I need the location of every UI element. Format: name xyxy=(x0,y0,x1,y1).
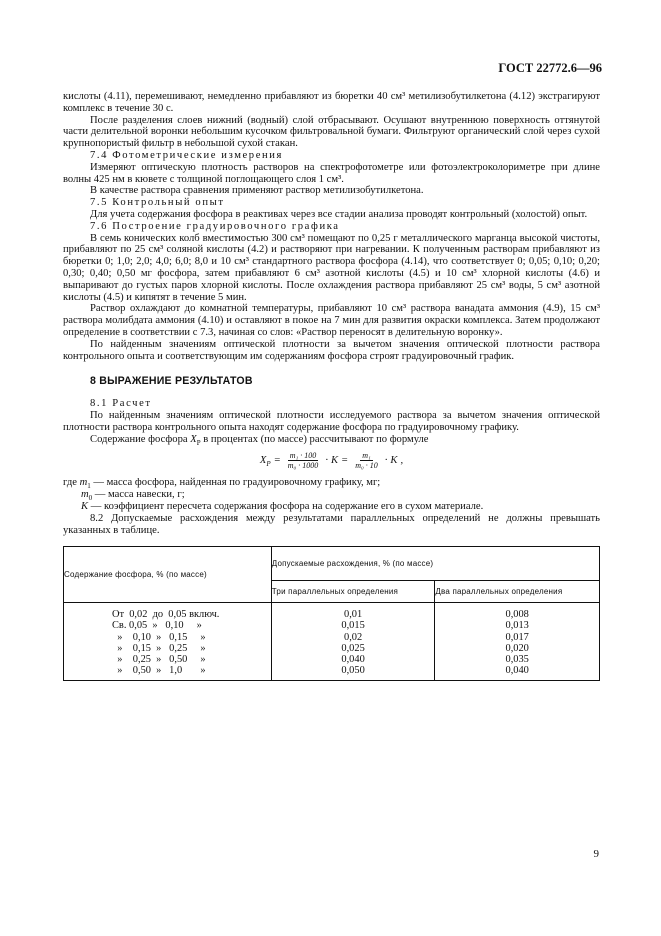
text-run: — коэффициент пересчета содержания фосфора на содержание его в сухом материале. xyxy=(88,500,484,512)
subsection-heading: 7.6 Построение градуировочного графика xyxy=(90,220,340,232)
text-run: Содержание фосфора xyxy=(90,433,191,445)
table-cell: 0,025 xyxy=(341,642,365,654)
fraction xyxy=(353,451,380,470)
paragraph: Для учета содержания фосфора в реактивах через все стадии анализа проводят контрольный (холостой) опыт. xyxy=(90,208,588,220)
formula-lhs: X xyxy=(259,454,267,466)
fraction xyxy=(286,451,321,470)
table-cell: 0,01 xyxy=(344,609,363,621)
document-body xyxy=(63,91,600,681)
fraction-numerator: m₁ xyxy=(362,451,371,461)
tolerance-table xyxy=(63,546,600,681)
subsection-heading: 8.1 Расчет xyxy=(90,398,152,410)
fraction-numerator: m₁ · 100 xyxy=(289,451,317,461)
paragraph xyxy=(63,434,600,446)
table-header-content: Содержание фосфора, % (по массе) xyxy=(64,547,272,603)
symbol-subscript: P xyxy=(196,438,201,447)
paragraph: После разделения слоев нижний (водный) слой отбрасывают. Осушают внутреннюю поверхность оттянутой части делительной воронки небольшим кусочком фильтровальной бумаги. Фильтруют органический слой через сухой крупнопористый фильтр в небольшой сухой стакан. xyxy=(63,114,600,150)
table-cell: 0,013 xyxy=(505,620,529,632)
table-cell: » 0,10 » 0,15 » xyxy=(112,631,206,643)
definition xyxy=(63,489,600,501)
formula: $X_P$ = $\frac{\text{m₁ · 100}}{\text{m₀ · 1000}}$ · K = $\frac{\text{m₁}}{\text{m₀ · 10}}$ · K , xyxy=(259,451,404,471)
paragraph: В семь конических колб вместимостью 300 см³ помещают по 0,25 г металлического марганца высокой чистоты, прибавляют по 25 см³ соляной кислоты (4.2) и растворяют при нагревании. К полученным растворам прибавляют из бюретки 0; 1,0; 2,0; 4,0; 6,0; 8,0 и 10 см³ стандартного раствора фосфора (4.14), что соответствует 0; 0,05; 0,10; 0,20; 0,30; 0,40; 0,50 мг фосфора, затем прибавляют 6 см³ азотной кислоты (4.5) и 10 см³ хлорной кислоты (4.6) и выпаривают до густых паров хлорной кислоты. После охлаждения раствора прибавляют 25 см³ воды, 5 см³ азотной кислоты (4.5) и кипятят в течение 5 мин. xyxy=(63,232,600,303)
formula-lhs-subscript: P xyxy=(266,460,271,469)
formula-k: K xyxy=(330,454,339,466)
document-header: ГОСТ 22772.6—96 xyxy=(498,61,602,75)
paragraph: По найденным значениям оптической плотности исследуемого раствора за вычетом значения оптической плотности раствора контрольного опыта находят содержание фосфора по градуировочному графику. xyxy=(63,409,600,433)
text-run: в процентах (по массе) рассчитывают по формуле xyxy=(200,433,429,445)
symbol-subscript: 0 xyxy=(88,494,93,503)
symbol-subscript: 1 xyxy=(87,482,91,491)
table-cell: 0,035 xyxy=(505,654,529,666)
subsection-heading: 7.5 Контрольный опыт xyxy=(90,197,225,209)
paragraph: В качестве раствора сравнения применяют раствор метилизобутилкетона. xyxy=(90,185,424,197)
variable-definitions xyxy=(63,477,600,512)
table-cell: 0,015 xyxy=(341,620,365,632)
formula-k: K xyxy=(390,454,398,466)
page-number: 9 xyxy=(593,848,599,860)
table-header-group: Допускаемые расхождения, % (по массе) xyxy=(271,547,599,581)
paragraph: кислоты (4.11), перемешивают, немедленно прибавляют из бюретки 40 см³ метилизобутилкетона (4.12) экстрагируют комплекс в течение 30 с. xyxy=(63,91,600,114)
fraction-denominator: m₀ · 10 xyxy=(355,461,378,471)
table-cell: 0,017 xyxy=(505,631,529,643)
table-cell: Св. 0,05 » 0,10 » xyxy=(112,620,202,632)
table-cell: 0,040 xyxy=(505,665,529,677)
fraction-denominator: m₀ · 1000 xyxy=(287,461,319,471)
table-two-column xyxy=(435,603,600,681)
table-header-two: Два параллельных определения xyxy=(435,581,600,603)
paragraph: Раствор охлаждают до комнатной температуры, прибавляют 10 см³ раствора ванадата аммония (4.9), 15 см³ раствора молибдата аммония (4.10) и оставляют в покое на 7 мин для развития окраски комплекса. Затем продолжают определение в соответствии с 7.3, начиная со слов: «Раствор переносят в делительную воронку». xyxy=(63,303,600,338)
table-cell: От 0,02 до 0,05 включ. xyxy=(112,609,220,621)
table-three-column xyxy=(271,603,435,681)
paragraph: По найденным значениям оптической плотности за вычетом значения оптической плотности раствора контрольного опыта и соответствующим им содержаниям фосфора строят градуировочный график. xyxy=(63,338,600,362)
symbol: m xyxy=(79,477,88,489)
text-run: где xyxy=(63,477,77,489)
symbol: X xyxy=(190,433,197,445)
symbol: m xyxy=(81,489,89,501)
table-cell: 0,020 xyxy=(505,642,529,654)
table-range-column xyxy=(64,603,272,681)
subsection-heading: 7.4 Фотометрические измерения xyxy=(90,149,284,161)
symbol: K xyxy=(81,500,89,512)
table-cell: » 0,25 » 0,50 » xyxy=(112,654,206,666)
table-cell: » 0,50 » 1,0 » xyxy=(112,665,206,677)
paragraph: Измеряют оптическую плотность растворов на спектрофотометре или фотоэлектроколориметре при длине волны 425 нм в кювете с толщиной поглощающего слоя 1 см³. xyxy=(63,161,600,185)
table-cell: 0,02 xyxy=(344,631,363,643)
table-cell: 0,008 xyxy=(505,609,529,621)
definition xyxy=(63,477,600,489)
table-header-three: Три параллельных определения xyxy=(271,581,435,603)
table-cell: 0,050 xyxy=(341,665,365,677)
text-run: — масса фосфора, найденная по градуировочному графику, мг; xyxy=(90,477,381,489)
table-cell: 0,040 xyxy=(341,654,365,666)
paragraph: 8.2 Допускаемые расхождения между результатами параллельных определений не должны превышать указанных в таблице. xyxy=(63,512,600,536)
section-heading: 8 ВЫРАЖЕНИЕ РЕЗУЛЬТАТОВ xyxy=(90,375,253,388)
table-cell: » 0,15 » 0,25 » xyxy=(112,642,206,654)
text-run: — масса навески, г; xyxy=(92,489,185,501)
definition xyxy=(63,501,600,513)
